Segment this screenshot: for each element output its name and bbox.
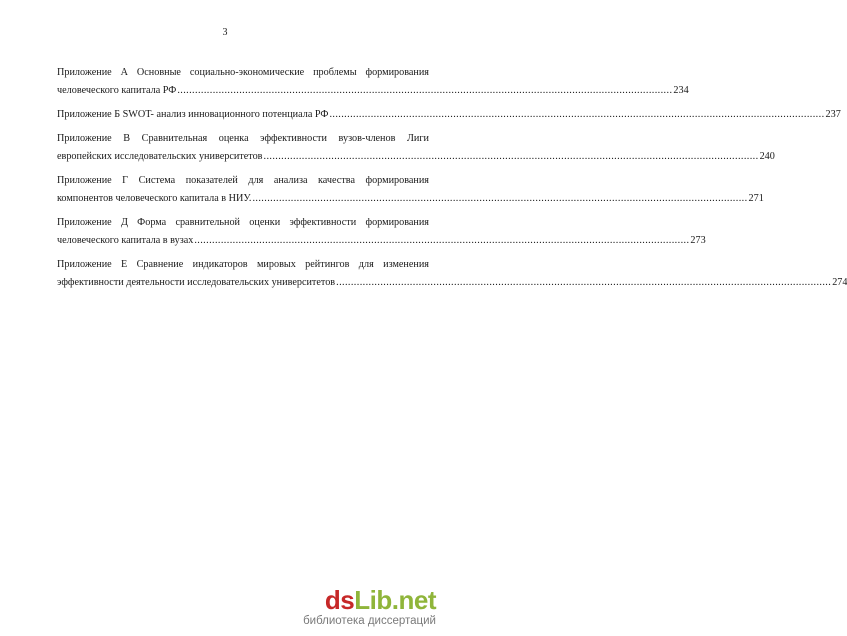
dot-leader: ........................................................................................................................................................................ bbox=[177, 85, 673, 96]
logo-lib: Lib bbox=[354, 585, 392, 615]
dot-leader: ........................................................................................................................................................................ bbox=[194, 235, 690, 246]
toc-entry-appendix-v[interactable] bbox=[57, 130, 775, 166]
toc-entry-appendix-b[interactable] bbox=[57, 106, 841, 124]
toc-entry-tail-text: человеческого капитала РФ bbox=[57, 85, 177, 96]
dslib-watermark bbox=[303, 586, 436, 628]
toc-entry-tail-text: эффективности деятельности исследовательских университетов bbox=[57, 277, 336, 288]
toc-entry-last-line bbox=[57, 106, 841, 124]
toc-entry-page: 274 bbox=[832, 277, 847, 288]
toc-entry-page: 240 bbox=[759, 151, 775, 162]
toc-entry-last-line bbox=[57, 82, 689, 100]
watermark-tagline: библиотека диссертаций bbox=[303, 615, 436, 627]
toc-entry-appendix-e[interactable] bbox=[57, 256, 847, 292]
logo-net: .net bbox=[391, 585, 436, 615]
table-of-contents bbox=[57, 64, 847, 298]
toc-entry-first-line: Приложение В Сравнительная оценка эффективности вузов-членов Лиги bbox=[57, 133, 429, 144]
page-number: 3 bbox=[222, 27, 228, 38]
toc-entry-tail-text: Приложение Б SWOT- анализ инновационного потенциала РФ bbox=[57, 109, 329, 120]
toc-entry-tail-text: компонентов человеческого капитала в НИУ. bbox=[57, 193, 252, 204]
toc-entry-last-line bbox=[57, 274, 847, 292]
toc-entry-page: 234 bbox=[673, 85, 689, 96]
toc-entry-appendix-g[interactable] bbox=[57, 172, 764, 208]
toc-entry-page: 271 bbox=[748, 193, 764, 204]
toc-entry-last-line bbox=[57, 148, 775, 166]
toc-entry-last-line bbox=[57, 190, 764, 208]
toc-entry-page: 237 bbox=[825, 109, 841, 120]
toc-entry-tail-text: европейских исследовательских университетов bbox=[57, 151, 263, 162]
toc-entry-appendix-a[interactable] bbox=[57, 64, 689, 100]
toc-entry-first-line: Приложение Г Система показателей для анализа качества формирования bbox=[57, 175, 429, 186]
toc-entry-first-line: Приложение Е Сравнение индикаторов мировых рейтингов для изменения bbox=[57, 259, 429, 270]
toc-entry-first-line: Приложение А Основные социально-экономические проблемы формирования bbox=[57, 67, 429, 78]
dot-leader: ........................................................................................................................................................................ bbox=[263, 151, 759, 162]
toc-entry-page: 273 bbox=[690, 235, 706, 246]
dot-leader: ........................................................................................................................................................................ bbox=[329, 109, 825, 120]
toc-entry-last-line bbox=[57, 232, 706, 250]
toc-entry-appendix-d[interactable] bbox=[57, 214, 706, 250]
logo-ds: ds bbox=[324, 585, 355, 615]
toc-entry-tail-text: человеческого капитала в вузах bbox=[57, 235, 194, 246]
dslib-logo bbox=[303, 586, 436, 614]
dot-leader: ........................................................................................................................................................................ bbox=[336, 277, 832, 288]
toc-entry-first-line: Приложение Д Форма сравнительной оценки эффективности формирования bbox=[57, 217, 429, 228]
dot-leader: ........................................................................................................................................................................ bbox=[252, 193, 748, 204]
